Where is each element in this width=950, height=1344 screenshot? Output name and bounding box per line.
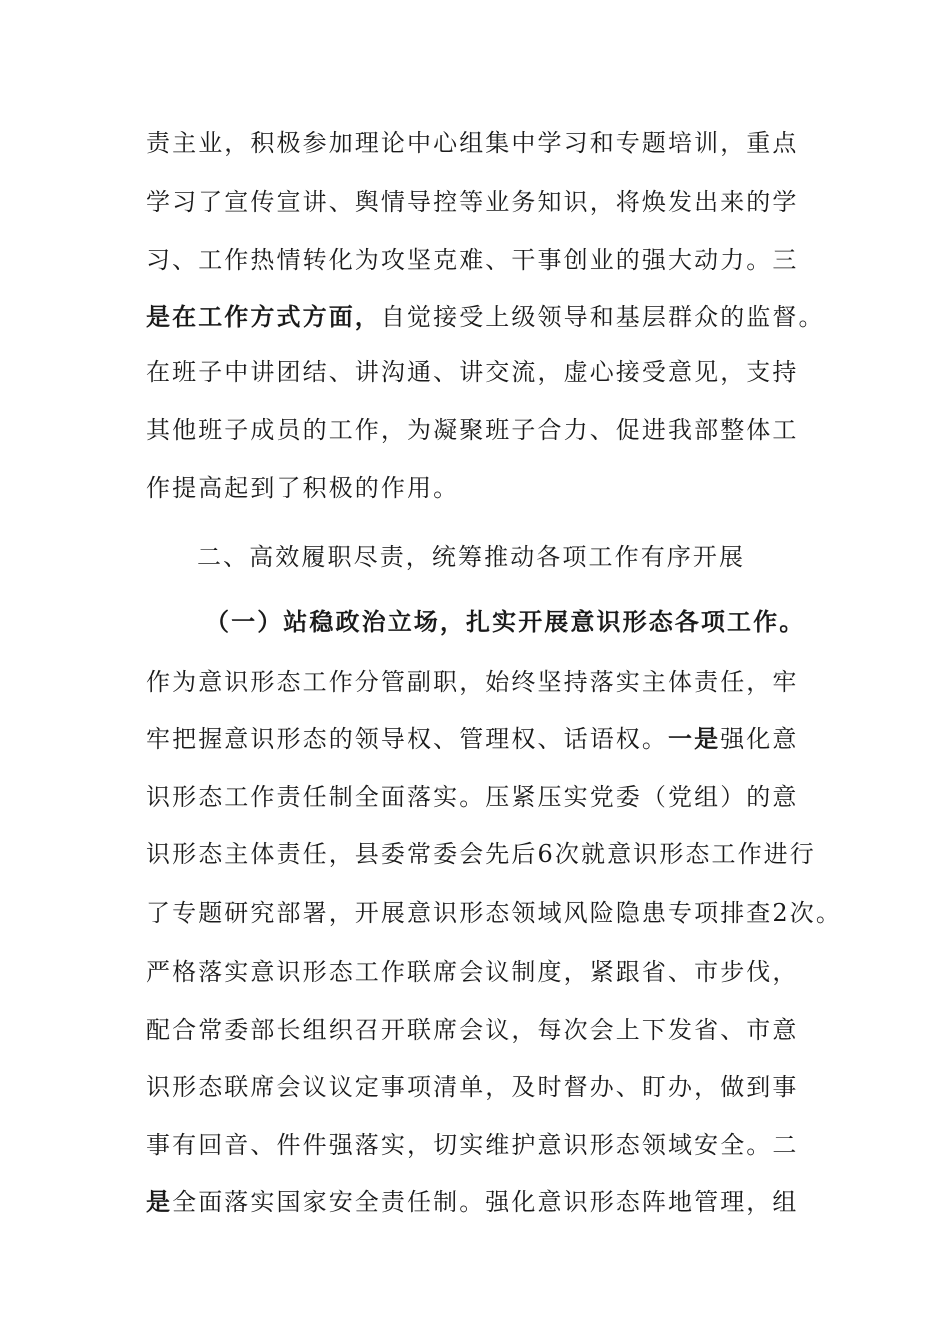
text-segment: 学习了宣传宣讲、舆情导控等业务知识，将焕发出来的学 [146, 188, 799, 216]
text-line [146, 837, 816, 871]
text-line [146, 126, 799, 160]
text-line [146, 955, 799, 989]
text-line [146, 355, 799, 389]
text-segment: 牢把握意识形态的领导权、管理权、话语权。 [146, 725, 668, 753]
text-segment: 识形态主体责任，县委常委会先后6次就意识形态工作进行 [146, 840, 816, 868]
text-segment: 识形态联席会议议定事项清单，及时督办、盯办，做到事 [146, 1073, 799, 1101]
text-line [146, 1128, 799, 1162]
text-segment: 自觉接受上级领导和基层群众的监督。 [380, 303, 825, 331]
text-line [146, 780, 799, 814]
text-segment: 了专题研究部署，开展意识形态领域风险隐患专项排查2次。 [146, 899, 842, 927]
text-segment: 配合常委部长组织召开联席会议，每次会上下发省、市意 [146, 1016, 799, 1044]
subsection-heading: （一）站稳政治立场，扎实开展意识形态各项工作。 [205, 607, 806, 636]
text-segment: 习、工作热情转化为攻坚克难、干事创业的强大动力。三 [146, 246, 799, 274]
section-heading: 二、高效履职尽责，统筹推动各项工作有序开展 [197, 543, 746, 571]
bold-emphasis: 是 [146, 1187, 173, 1216]
text-line [146, 896, 842, 930]
text-segment: 事有回音、件件强落实，切实维护意识形态领域安全。二 [146, 1131, 799, 1159]
text-segment: 严格落实意识形态工作联席会议制度，紧跟省、市步伐， [146, 958, 799, 986]
text-line [146, 243, 799, 277]
text-segment: 识形态工作责任制全面落实。压紧压实党委（党组）的意 [146, 783, 799, 811]
bold-emphasis: 一是 [668, 724, 721, 753]
text-line [146, 300, 825, 334]
text-line [146, 665, 799, 699]
bold-emphasis: 是在工作方式方面， [146, 302, 381, 331]
text-segment: 作为意识形态工作分管副职，始终坚持落实主体责任，牢 [146, 668, 799, 696]
text-line [146, 471, 459, 505]
text-line [146, 1185, 799, 1219]
text-segment: 其他班子成员的工作，为凝聚班子合力、促进我部整体工 [146, 416, 799, 444]
text-segment: 全面落实国家安全责任制。强化意识形态阵地管理，组 [172, 1188, 799, 1216]
text-line [146, 413, 799, 447]
text-segment: 作提高起到了积极的作用。 [146, 474, 460, 502]
text-line [146, 1013, 799, 1047]
text-line [146, 722, 799, 756]
text-segment: 强化意 [720, 725, 799, 753]
text-segment: 在班子中讲团结、讲沟通、讲交流，虚心接受意见，支持 [146, 358, 799, 386]
text-segment: 责主业，积极参加理论中心组集中学习和专题培训，重点 [146, 129, 799, 157]
text-line [146, 1070, 799, 1104]
text-line [146, 185, 799, 219]
